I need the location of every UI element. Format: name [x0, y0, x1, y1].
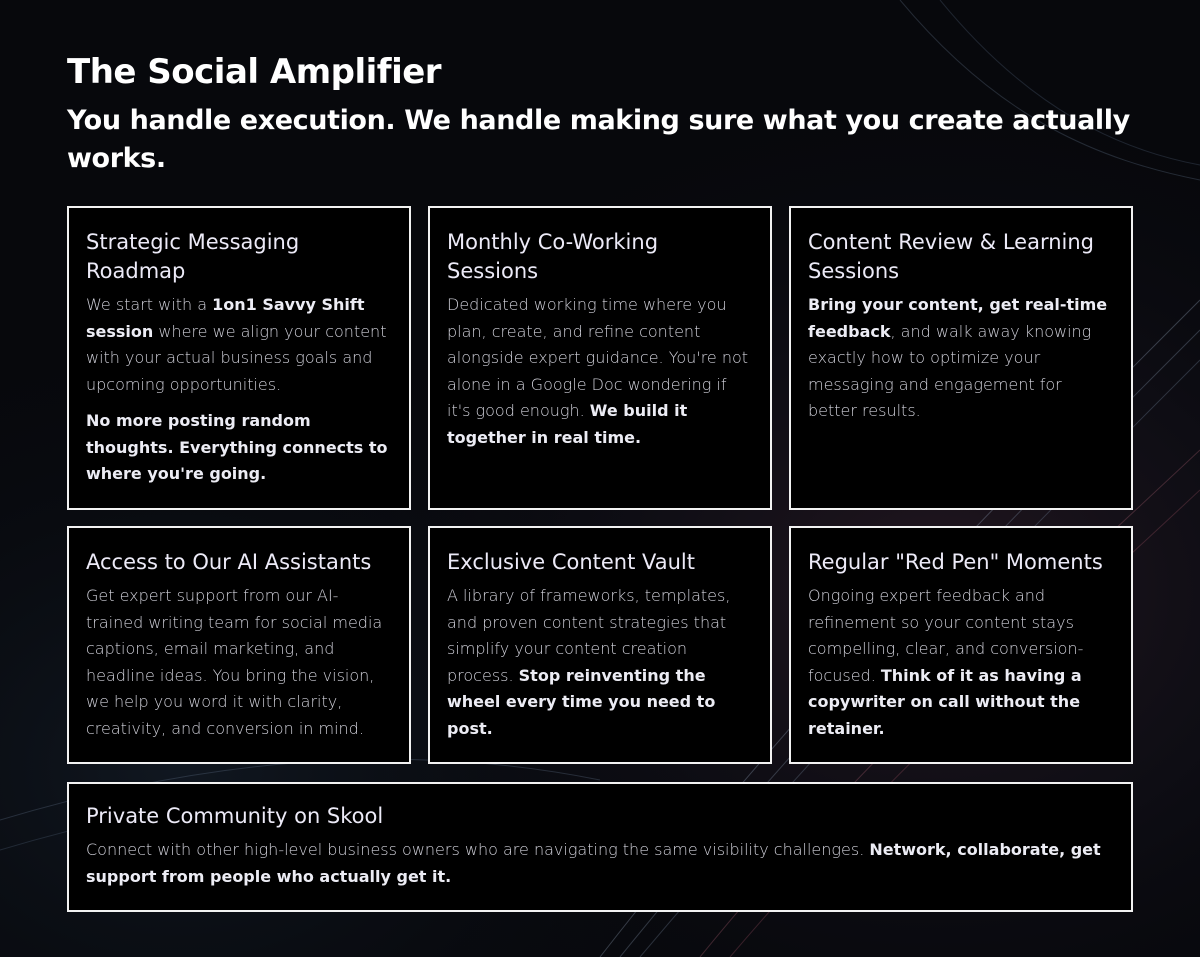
- card-content-review-learning-sessions: [789, 206, 1133, 510]
- card-title: Exclusive Content Vault: [447, 550, 695, 574]
- card-description: [808, 583, 1114, 742]
- card-text-segment: A library of frameworks, templates, and proven content strategies that simplify your content creation process.: [447, 586, 731, 685]
- card-red-pen-moments: [789, 526, 1133, 764]
- card-title: Monthly Co-Working Sessions: [447, 230, 659, 283]
- card-description: [86, 837, 1114, 890]
- card-access-ai-assistants: [67, 526, 411, 764]
- card-text-emphasis: We build it together in real time.: [447, 401, 688, 447]
- card-text-segment: , and walk away knowing exactly how to optimize your messaging and engagement for better results.: [808, 321, 1092, 420]
- card-description: [447, 583, 753, 742]
- features-grid: [67, 206, 1133, 764]
- card-title: Access to Our AI Assistants: [86, 550, 372, 574]
- card-text-segment: Connect with other high-level business owners who are navigating the same visibility challenges.: [86, 840, 870, 859]
- card-title: Private Community on Skool: [86, 804, 384, 828]
- card-private-community-skool: [67, 782, 1133, 912]
- card-description: [447, 292, 753, 451]
- card-exclusive-content-vault: [428, 526, 772, 764]
- card-tagline: [86, 408, 392, 488]
- card-text-segment: We start with a: [86, 295, 213, 314]
- card-text-emphasis: 1on1 Savvy Shift session: [86, 295, 365, 341]
- page-subtitle: You handle execution. We handle making sure what you create actually works.: [67, 105, 1130, 174]
- page-title: The Social Amplifier: [67, 52, 442, 92]
- card-text-emphasis: Stop reinventing the wheel every time you need to post.: [447, 665, 716, 738]
- card-description: [808, 292, 1114, 425]
- card-strategic-messaging-roadmap: [67, 206, 411, 510]
- card-text-segment: Get expert support from our AI-trained writing team for social media captions, email marketing, and headline ideas. You bring the vision, we help you word it with clarity, creativity, and conversion in mind.: [86, 586, 383, 738]
- card-text-emphasis: Bring your content, get real-time feedback: [808, 295, 1108, 341]
- card-description: [86, 583, 392, 742]
- card-text-emphasis: Think of it as having a copywriter on call without the retainer.: [808, 665, 1082, 738]
- card-title: Strategic Messaging Roadmap: [86, 230, 300, 283]
- card-text-emphasis: Network, collaborate, get support from people who actually get it.: [86, 840, 1101, 886]
- card-text-segment: Ongoing expert feedback and refinement so your content stays compelling, clear, and conversion-focused.: [808, 586, 1084, 685]
- card-text-segment: Dedicated working time where you plan, create, and refine content alongside expert guidance. You're not alone in a Google Doc wondering if it's good enough.: [447, 295, 749, 420]
- card-monthly-co-working-sessions: [428, 206, 772, 510]
- card-title: Content Review & Learning Sessions: [808, 230, 1095, 283]
- card-text-emphasis: No more posting random thoughts. Everything connects to where you're going.: [86, 411, 388, 483]
- card-title: Regular "Red Pen" Moments: [808, 550, 1103, 574]
- card-text-segment: where we align your content with your actual business goals and upcoming opportunities.: [86, 321, 387, 394]
- card-description: [86, 292, 392, 398]
